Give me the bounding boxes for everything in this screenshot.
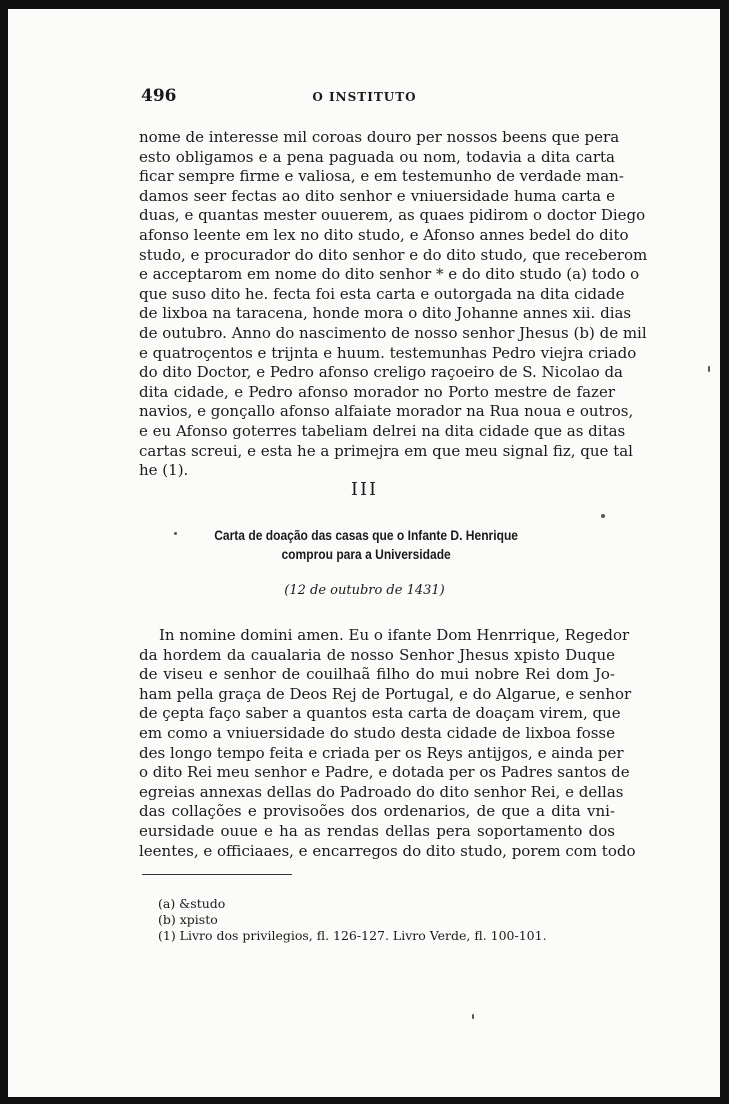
- text-line-first: In nomine domini amen. Eu o ifante Dom Henrrique, Regedor: [159, 626, 630, 644]
- footnote-a: (a) &studo: [158, 896, 226, 911]
- text-line: cartas screui, e esta he a primejra em que meu signal fiz, que tal: [139, 441, 633, 460]
- text-line: afonso leente em lex no dito studo, e Afonso annes bedel do dito: [139, 225, 629, 244]
- scan-border-right: [720, 0, 729, 1104]
- text-line-last: he (1).: [139, 461, 189, 480]
- text-line: duas, e quantas mester ouuerem, as quaes pidirom o doctor Diego: [139, 206, 646, 225]
- text-line: dita cidade, e Pedro afonso morador no Porto mestre de fazer: [139, 382, 615, 401]
- text-line: des longo tempo feita e criada per os Reys antijgos, e ainda per: [139, 743, 624, 762]
- text-line: o dito Rei meu senhor e Padre, e dotada per os Padres santos de: [139, 763, 630, 782]
- body-text-part2: [139, 626, 636, 861]
- text-line: de outubro. Anno do nascimento de nosso senhor Jhesus (b) de mil: [139, 323, 647, 342]
- text-line: que suso dito he. fecta foi esta carta e outorgada na dita cidade: [139, 284, 625, 303]
- text-line: e eu Afonso goterres tabeliam delrei na dita cidade que as ditas: [139, 421, 626, 440]
- scan-border-bottom: [0, 1097, 729, 1104]
- scan-speck: [601, 514, 605, 518]
- running-title: O INSTITUTO: [312, 90, 417, 104]
- text-line: de çepta faço saber a quantos esta carta de doaçam virem, que: [139, 704, 621, 723]
- text-line: de lixboa na taracena, honde mora o dito Johanne annes xii. dias: [139, 304, 632, 323]
- text-line: damos seer fectas ao dito senhor e vniuersidade huma carta e: [139, 186, 615, 205]
- page-number: 496: [141, 86, 177, 106]
- scan-border-left: [0, 0, 8, 1104]
- footnote-b: (b) xpisto: [158, 912, 218, 927]
- section-number: III: [350, 479, 379, 500]
- scan-speck: [708, 366, 710, 372]
- text-line: leentes, e officiaaes, e encarregos do dito studo, porem com todo: [139, 841, 636, 860]
- text-line: da hordem da caualaria de nosso Senhor Jhesus xpisto Duque: [139, 645, 615, 664]
- scan-border-top: [0, 0, 729, 9]
- text-line: e acceptarom em nome do dito senhor * e do dito studo (a) todo o: [139, 265, 640, 284]
- text-line: em como a vniuersidade do studo desta cidade de lixboa fosse: [139, 723, 615, 742]
- text-line: e quatroçentos e trijnta e huum. testemunhas Pedro viejra criado: [139, 343, 637, 362]
- scan-speck: [174, 532, 177, 535]
- document-title: [53, 526, 680, 564]
- text-line: egreias annexas dellas do Padroado do dito senhor Rei, e dellas: [139, 782, 624, 801]
- document-title-line1: Carta de doação das casas que o Infante D. Henrique: [214, 527, 518, 543]
- text-line: studo, e procurador do dito senhor e do dito studo, que receberom: [139, 245, 648, 264]
- scan-speck: [472, 1014, 474, 1019]
- footnote-divider: [142, 874, 292, 875]
- body-text-part1: [139, 128, 648, 481]
- text-line: esto obligamos e a pena paguada ou nom, todavia a dita carta: [139, 147, 615, 166]
- page-header: [141, 86, 588, 108]
- document-date: (12 de outubro de 1431): [284, 583, 445, 598]
- text-line: do dito Doctor, e Pedro afonso creligo raçoeiro de S. Nicolao da: [139, 363, 623, 382]
- text-line: nome de interesse mil coroas douro per nossos beens que pera: [139, 128, 620, 146]
- text-line: eursidade ouue e ha as rendas dellas pera soportamento dos: [139, 821, 615, 840]
- footnote-1: (1) Livro dos privilegios, fl. 126-127. Livro Verde, fl. 100-101.: [158, 928, 547, 943]
- text-line: das collações e provisoões dos ordenarios, de que a dita vni-: [139, 802, 615, 821]
- document-title-line2: comprou para a Universidade: [281, 546, 451, 562]
- text-line: ham pella graça de Deos Rej de Portugal, e do Algarue, e senhor: [139, 684, 632, 703]
- footnotes: [158, 896, 547, 944]
- text-line: de viseu e senhor de couilhaã filho do mui nobre Rei dom Jo-: [139, 665, 615, 684]
- text-line: navios, e gonçallo afonso alfaiate morador na Rua noua e outros,: [139, 402, 634, 421]
- text-line: ficar sempre firme e valiosa, e em testemunho de verdade man-: [139, 167, 624, 186]
